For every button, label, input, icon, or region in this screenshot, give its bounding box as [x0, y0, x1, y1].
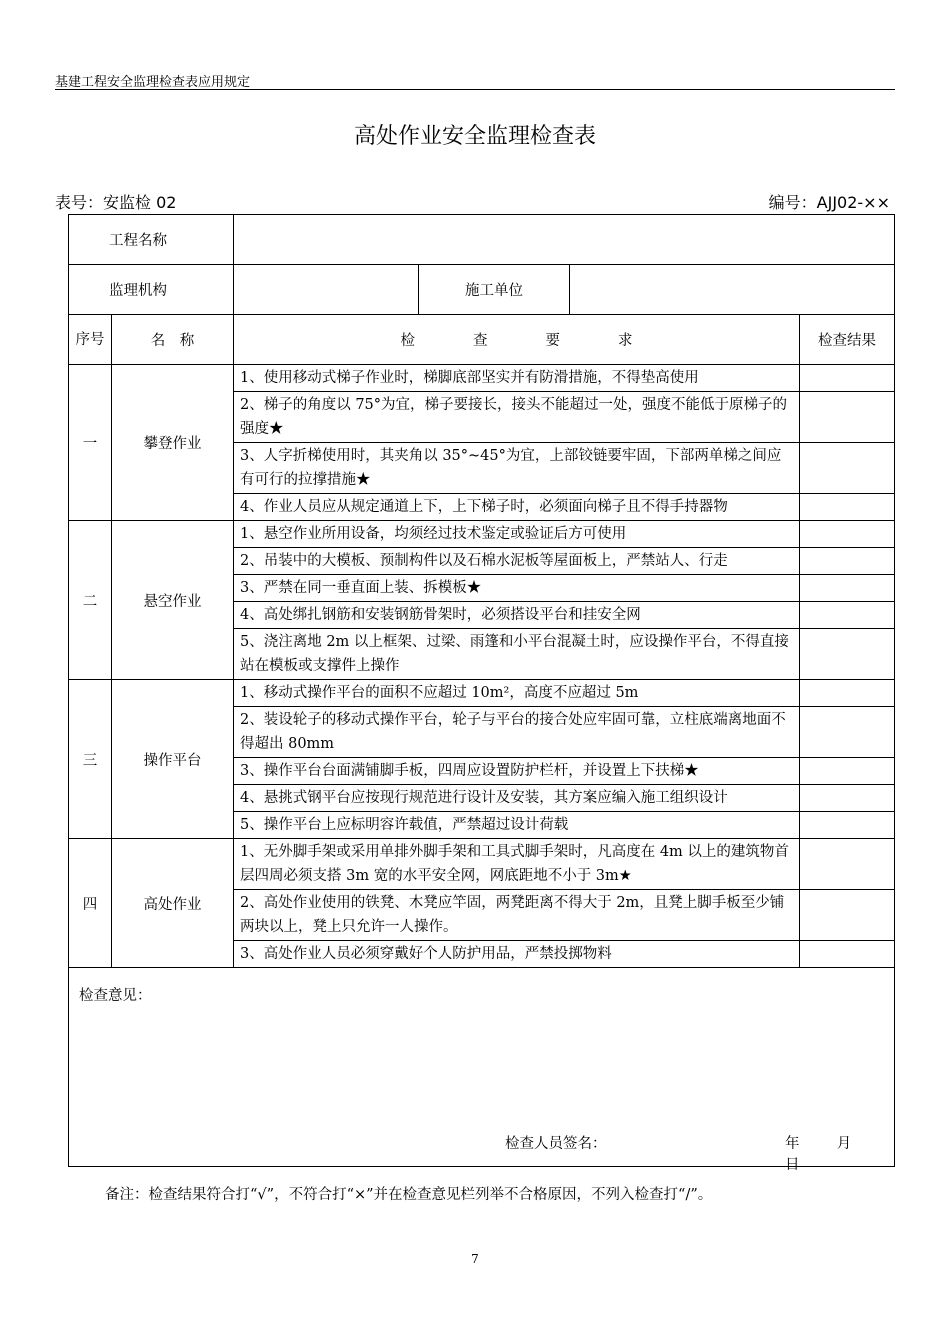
project-name-field[interactable]	[234, 215, 895, 265]
section-seq: 一	[69, 365, 112, 521]
contractor-label: 施工单位	[419, 265, 570, 315]
project-name-row	[69, 215, 895, 265]
result-cell[interactable]	[800, 707, 895, 758]
footnote: 备注：检查结果符合打“√”，不符合打“×”并在检查意见栏列举不合格原因，不列入检查打“/”。	[105, 1187, 713, 1203]
result-cell[interactable]	[800, 602, 895, 629]
result-cell[interactable]	[800, 941, 895, 968]
section-seq: 四	[69, 839, 112, 968]
result-cell[interactable]	[800, 890, 895, 941]
section-name: 悬空作业	[112, 521, 234, 680]
requirement-text: 5、操作平台上应标明容许载值，严禁超过设计荷载	[234, 812, 800, 839]
page-title: 高处作业安全监理检查表	[353, 124, 596, 149]
requirement-text: 2、梯子的角度以 75°为宜，梯子要接长，接头不能超过一处，强度不能低于原梯子的强度★	[234, 392, 800, 443]
requirement-text: 4、作业人员应从规定通道上下，上下梯子时，必须面向梯子且不得手持器物	[234, 494, 800, 521]
requirement-text: 1、使用移动式梯子作业时，梯脚底部坚实并有防滑措施，不得垫高使用	[234, 365, 800, 392]
requirement-text: 4、高处绑扎钢筋和安装钢筋骨架时，必须搭设平台和挂安全网	[234, 602, 800, 629]
header-seq: 序号	[69, 315, 112, 365]
requirement-text: 2、高处作业使用的铁凳、木凳应竿固，两凳距离不得大于 2m，且凳上脚手板至少铺两块以上，凳上只允许一人操作。	[234, 890, 800, 941]
date-label	[785, 1132, 894, 1174]
requirement-text: 1、悬空作业所用设备，均须经过技术鉴定或验证后方可使用	[234, 521, 800, 548]
result-cell[interactable]	[800, 494, 895, 521]
supervisor-label: 监理机构	[69, 265, 234, 315]
table-row	[69, 521, 895, 548]
result-cell[interactable]	[800, 758, 895, 785]
result-cell[interactable]	[800, 629, 895, 680]
header-result: 检查结果	[800, 315, 895, 365]
requirement-text: 3、操作平台台面满铺脚手板，四周应设置防护栏杆，并设置上下扶梯★	[234, 758, 800, 785]
serial-number: 编号：AJJ02-××	[768, 193, 890, 212]
result-cell[interactable]	[800, 443, 895, 494]
requirement-text: 1、无外脚手架或采用单排外脚手架和工具式脚手架时，凡高度在 4m 以上的建筑物首层四周必须支搭 3m 宽的水平安全网，网底距地不小于 3m★	[234, 839, 800, 890]
section-seq: 二	[69, 521, 112, 680]
header-name: 名 称	[112, 315, 234, 365]
inspection-table	[68, 214, 895, 1173]
requirement-text: 4、悬挑式钢平台应按现行规范进行设计及安装，其方案应编入施工组织设计	[234, 785, 800, 812]
requirement-text: 1、移动式操作平台的面积不应超过 10m²，高度不应超过 5m	[234, 680, 800, 707]
supervisor-field[interactable]	[234, 265, 419, 315]
sections-body	[69, 365, 895, 968]
section-name: 高处作业	[112, 839, 234, 968]
page-number: 7	[471, 1252, 479, 1266]
header-requirements: 检 查 要 求	[234, 315, 800, 365]
contractor-field[interactable]	[570, 265, 895, 315]
running-header: 基建工程安全监理检查表应用规定	[55, 75, 251, 90]
section-name: 攀登作业	[112, 365, 234, 521]
form-number: 表号：安监检 02	[55, 193, 177, 212]
result-cell[interactable]	[800, 785, 895, 812]
requirement-text: 3、高处作业人员必须穿戴好个人防护用品，严禁投掷物料	[234, 941, 800, 968]
month-label: 月	[836, 1136, 852, 1152]
opinion-row	[69, 968, 895, 1167]
section-name: 操作平台	[112, 680, 234, 839]
signature-label: 检查人员签名：	[505, 1136, 607, 1152]
project-name-label: 工程名称	[69, 215, 234, 265]
table-row	[69, 680, 895, 707]
result-cell[interactable]	[800, 839, 895, 890]
table-header-row	[69, 315, 895, 365]
header-divider	[55, 89, 895, 90]
section-seq: 三	[69, 680, 112, 839]
requirement-text: 3、人字折梯使用时，其夹角以 35°~45°为宜，上部铰链要牢固，下部两单梯之间应有可行的拉撑措施★	[234, 443, 800, 494]
result-cell[interactable]	[800, 365, 895, 392]
table-row	[69, 365, 895, 392]
year-label: 年	[785, 1136, 800, 1152]
result-cell[interactable]	[800, 812, 895, 839]
supervisor-row	[69, 265, 895, 315]
opinion-field[interactable]	[69, 968, 895, 1173]
requirement-text: 3、严禁在同一垂直面上装、拆模板★	[234, 575, 800, 602]
requirement-text: 2、吊装中的大模板、预制构件以及石棉水泥板等屋面板上，严禁站人、行走	[234, 548, 800, 575]
result-cell[interactable]	[800, 521, 895, 548]
requirement-text: 5、浇注离地 2m 以上框架、过梁、雨篷和小平台混凝土时，应设操作平台，不得直接站在模板或支撑件上操作	[234, 629, 800, 680]
table-row	[69, 839, 895, 890]
result-cell[interactable]	[800, 680, 895, 707]
opinion-label: 检查意见：	[79, 988, 152, 1004]
result-cell[interactable]	[800, 392, 895, 443]
requirement-text: 2、装设轮子的移动式操作平台，轮子与平台的接合处应牢固可靠，立柱底端离地面不得超出 80mm	[234, 707, 800, 758]
result-cell[interactable]	[800, 575, 895, 602]
result-cell[interactable]	[800, 548, 895, 575]
day-label: 日	[785, 1157, 800, 1173]
